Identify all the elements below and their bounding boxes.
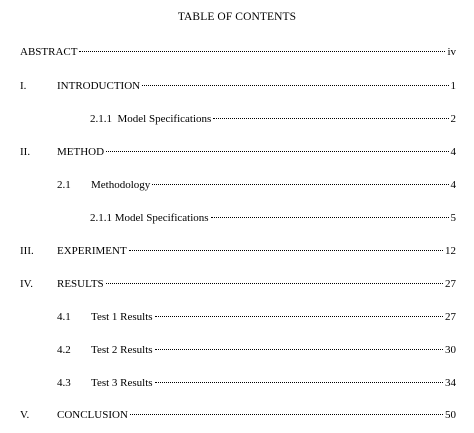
toc-entry-results	[20, 276, 456, 292]
toc-title: TABLE OF CONTENTS	[177, 11, 297, 23]
toc-leader-dots	[155, 316, 443, 317]
toc-entry-number: 2.1	[57, 179, 71, 191]
toc-entry-page: 27	[445, 311, 456, 323]
toc-entry-introduction	[20, 78, 456, 94]
toc-entry-abstract	[20, 44, 456, 60]
toc-entry-model-specifications-1	[90, 111, 456, 127]
toc-entry-page: 12	[445, 245, 456, 257]
toc-entry-label: 2.1.1 Model Specifications	[90, 212, 209, 224]
toc-entry-number: V.	[20, 409, 30, 421]
toc-entry-methodology	[57, 177, 456, 193]
toc-entry-page: 1	[450, 80, 456, 92]
toc-entry-model-specifications-2	[90, 210, 456, 226]
toc-entry-page: 34	[445, 377, 456, 389]
toc-entry-number: 4.3	[57, 377, 71, 389]
toc-leader-dots	[106, 151, 448, 152]
toc-entry-label: Test 1 Results	[91, 311, 153, 323]
toc-entry-number: 4.2	[57, 344, 71, 356]
toc-leader-dots	[106, 283, 443, 284]
toc-entry-label: RESULTS	[57, 278, 104, 290]
toc-entry-page: 50	[445, 409, 456, 421]
toc-entry-label: CONCLUSION	[57, 409, 128, 421]
toc-entry-label: INTRODUCTION	[57, 80, 141, 92]
toc-entry-number: IV.	[20, 278, 33, 290]
toc-entry-label: 2.1.1 Model Specifications	[90, 113, 212, 125]
toc-leader-dots	[129, 250, 443, 251]
toc-leader-dots	[130, 414, 443, 415]
toc-entry-test-3-results	[57, 375, 456, 391]
toc-leader-dots	[155, 349, 443, 350]
toc-entry-page: iv	[447, 46, 456, 58]
toc-entry-label: Methodology	[91, 179, 151, 191]
toc-leader-dots	[211, 217, 449, 218]
toc-entry-method	[20, 144, 456, 160]
toc-leader-dots	[155, 382, 443, 383]
toc-entry-label: METHOD	[57, 146, 105, 158]
toc-entry-number: I.	[20, 80, 27, 92]
toc-entry-test-1-results	[57, 309, 456, 325]
toc-entry-page: 4	[450, 146, 456, 158]
toc-entry-page: 27	[445, 278, 456, 290]
toc-leader-dots	[79, 51, 445, 52]
toc-entry-page: 5	[450, 212, 456, 224]
toc-entry-conclusion	[20, 407, 456, 423]
toc-entry-label: Test 3 Results	[91, 377, 153, 389]
toc-entry-label: EXPERIMENT	[57, 245, 127, 257]
toc-leader-dots	[142, 85, 448, 86]
toc-entry-page: 2	[450, 113, 456, 125]
toc-entry-page: 4	[450, 179, 456, 191]
toc-entry-experiment	[20, 243, 456, 259]
toc-leader-dots	[152, 184, 448, 185]
toc-entry-number: III.	[20, 245, 34, 257]
toc-entry-test-2-results	[57, 342, 456, 358]
toc-leader-dots	[213, 118, 448, 119]
toc-entry-number: 4.1	[57, 311, 71, 323]
toc-entry-page: 30	[445, 344, 456, 356]
toc-entry-label: ABSTRACT	[20, 46, 78, 58]
toc-entry-number: II.	[20, 146, 31, 158]
toc-entry-label: Test 2 Results	[91, 344, 153, 356]
